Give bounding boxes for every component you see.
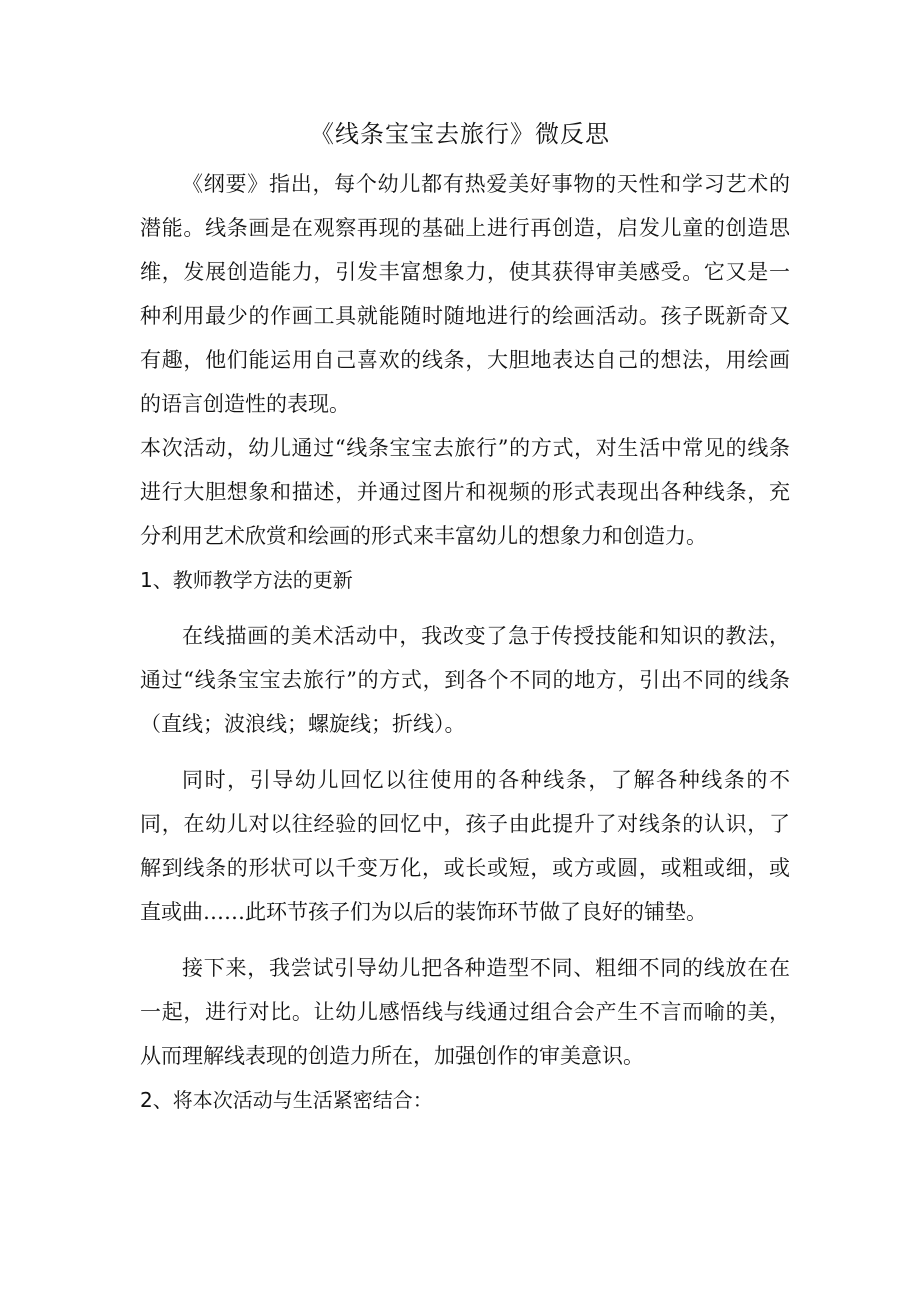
paragraph-intro: 《纲要》指出，每个幼儿都有热爱美好事物的天性和学习艺术的潜能。线条画是在观察再现的基础上进行再创造，启发儿童的创造思维，发展创造能力，引发丰富想象力，使其获得审美感受。它又是一种利用最少的作画工具就能随时随地进行的绘画活动。孩子既新奇又有趣，他们能运用自己喜欢的线条，大胆地表达自己的想法，用绘画的语言创造性的表现。 — [140, 172, 790, 416]
paragraph-compare: 接下来，我尝试引导幼儿把各种造型不同、粗细不同的线放在在一起，进行对比。让幼儿感悟线与线通过组合会产生不言而喻的美，从而理解线表现的创造力所在，加强创作的审美意识。 — [140, 956, 790, 1068]
section-heading-1: 1、教师教学方法的更新 — [140, 568, 353, 592]
paragraph-method: 在线描画的美术活动中，我改变了急于传授技能和知识的教法，通过“线条宝宝去旅行”的方式，到各个不同的地方，引出不同的线条（直线；波浪线；螺旋线；折线）。 — [140, 624, 790, 736]
paragraph-recall: 同时，引导幼儿回忆以往使用的各种线条，了解各种线条的不同，在幼儿对以往经验的回忆中，孩子由此提升了对线条的认识，了解到线条的形状可以千变万化，或长或短，或方或圆，或粗或细，或直或曲……此环节孩子们为以后的装饰环节做了良好的铺垫。 — [140, 768, 790, 924]
document-body — [140, 162, 790, 1122]
paragraph-activity: 本次活动，幼儿通过“线条宝宝去旅行”的方式，对生活中常见的线条进行大胆想象和描述，并通过图片和视频的形式表现出各种线条，充分利用艺术欣赏和绘画的形式来丰富幼儿的想象力和创造力。 — [140, 436, 790, 548]
section-heading-2: 2、将本次活动与生活紧密结合： — [140, 1088, 433, 1112]
document-title: 《线条宝宝去旅行》微反思 — [310, 120, 610, 148]
